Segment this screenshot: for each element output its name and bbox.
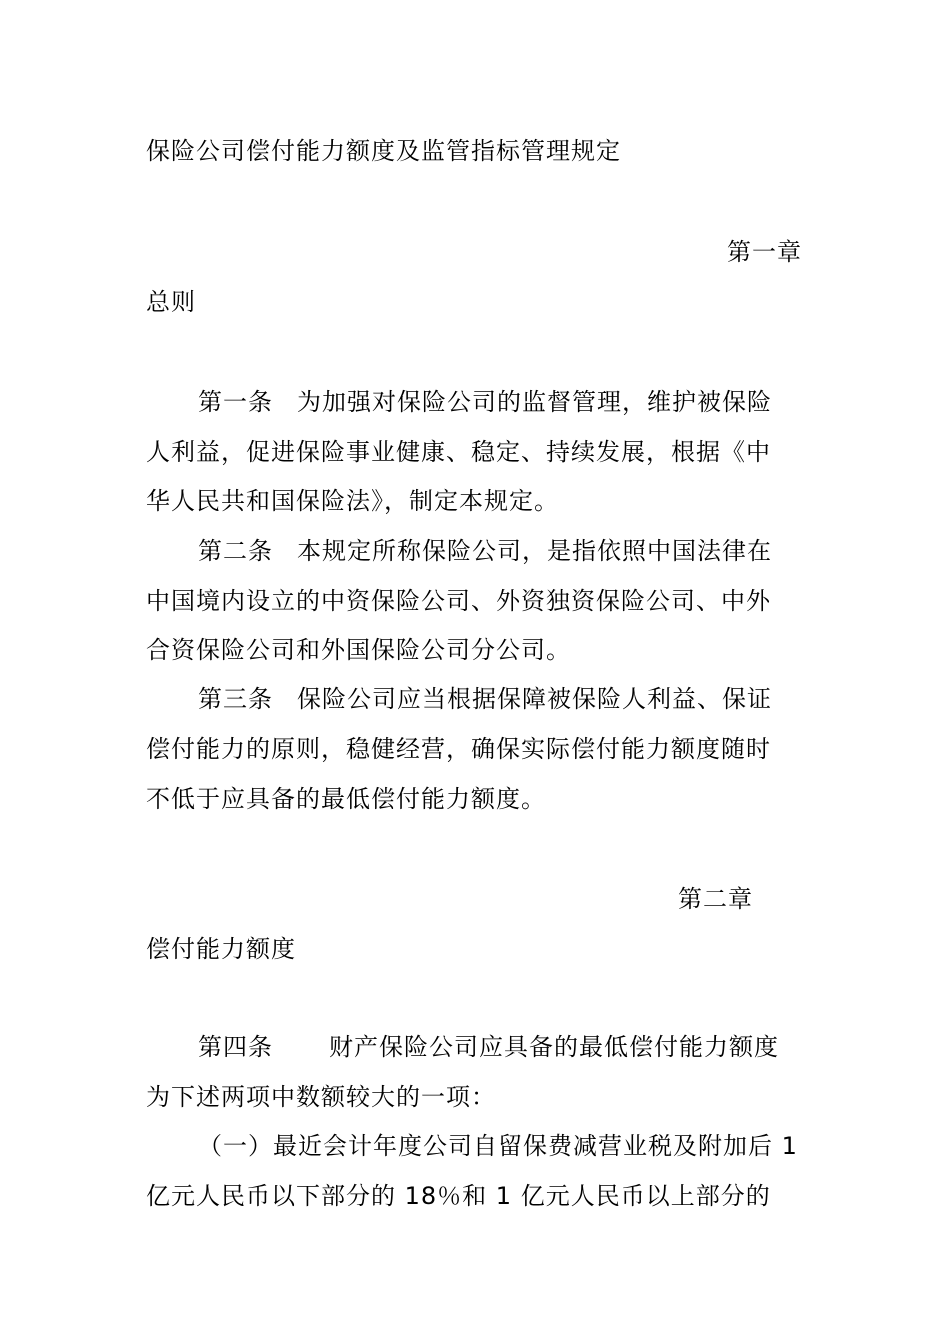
article-1-label: 第一条 [198, 388, 273, 416]
article-2-text-line-3: 合资保险公司和外国保险公司分公司。 [146, 636, 571, 664]
chapter-2-name: 偿付能力额度 [146, 935, 296, 963]
item-1-text-line-2: 亿元人民币以下部分的 18％和 1 亿元人民币以上部分的 [146, 1182, 771, 1210]
article-4-label: 第四条 [198, 1033, 273, 1061]
chapter-1-number: 第一章 [727, 238, 802, 266]
article-3-text-line-2: 偿付能力的原则，稳健经营，确保实际偿付能力额度随时 [146, 735, 771, 763]
article-1-text-line-3: 华人民共和国保险法》，制定本规定。 [146, 487, 559, 515]
article-3-first-line [198, 684, 772, 714]
article-4-text-line-2: 为下述两项中数额较大的一项： [146, 1083, 496, 1111]
article-3-text-line-3: 不低于应具备的最低偿付能力额度。 [146, 785, 546, 813]
article-2-first-line [198, 536, 772, 566]
chapter-2-number: 第二章 [678, 885, 753, 913]
article-2-text-line-1: 本规定所称保险公司，是指依照中国法律在 [297, 537, 772, 565]
article-2-text-line-2: 中国境内设立的中资保险公司、外资独资保险公司、中外 [146, 587, 771, 615]
article-1-text-line-1: 为加强对保险公司的监督管理，维护被保险 [297, 388, 772, 416]
article-4-first-line [198, 1032, 779, 1062]
article-2-label: 第二条 [198, 537, 273, 565]
article-4-text-line-1: 财产保险公司应具备的最低偿付能力额度 [329, 1033, 779, 1061]
article-1-first-line [198, 387, 772, 417]
document-title: 保险公司偿付能力额度及监管指标管理规定 [146, 137, 621, 165]
chapter-1-name: 总则 [146, 288, 196, 316]
article-1-text-line-2: 人利益，促进保险事业健康、稳定、持续发展，根据《中 [146, 438, 771, 466]
article-3-label: 第三条 [198, 685, 273, 713]
article-3-text-line-1: 保险公司应当根据保障被保险人利益、保证 [297, 685, 772, 713]
item-1-text-line-1: （一）最近会计年度公司自留保费减营业税及附加后 1 [198, 1132, 798, 1160]
